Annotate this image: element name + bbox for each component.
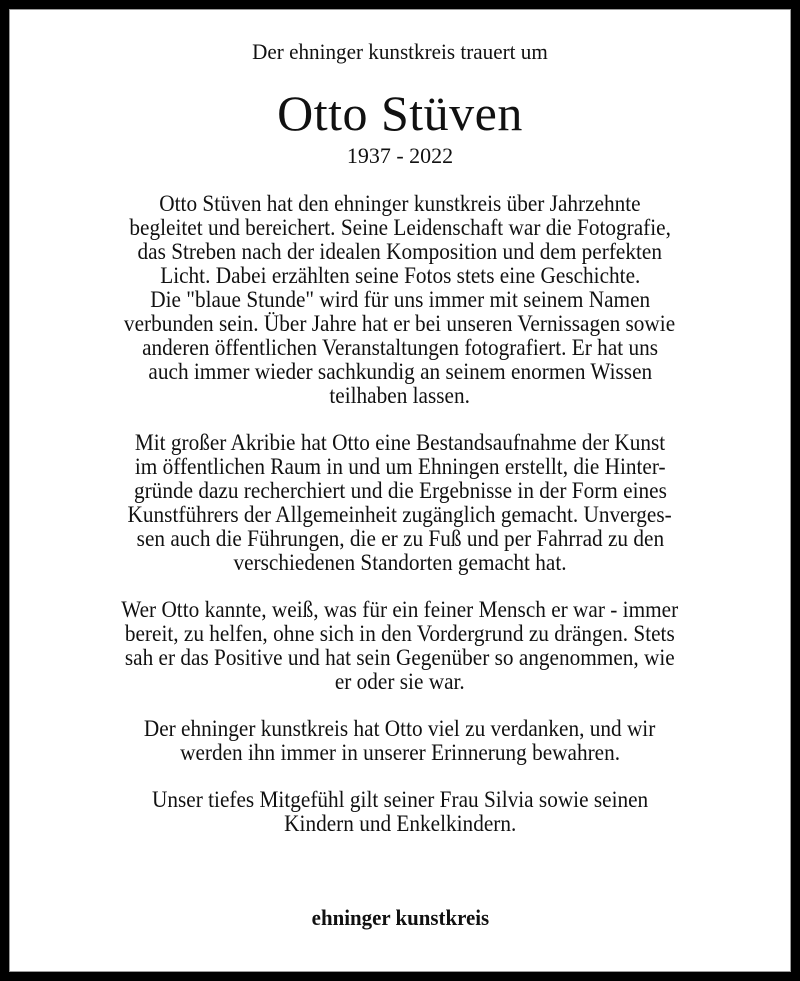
paragraph-line xyxy=(0,287,800,314)
line-text: auch immer wieder sachkundig an seinem enormen Wissen xyxy=(148,359,652,385)
line-text: werden ihn immer in unserer Erinnerung bewahren. xyxy=(180,740,620,766)
line-text: Die "blaue Stunde" wird für uns immer mit seinem Namen xyxy=(150,287,650,313)
paragraph-line xyxy=(0,811,800,838)
signature xyxy=(0,905,800,931)
line-text: anderen öffentlichen Veranstaltungen fotografiert. Er hat uns xyxy=(142,335,658,361)
line-text: Unser tiefes Mitgefühl gilt seiner Frau Silvia sowie seinen xyxy=(151,787,649,813)
dates-text: 1937 - 2022 xyxy=(346,143,454,168)
paragraph-line xyxy=(0,430,800,457)
intro-line xyxy=(0,39,800,65)
paragraph-line xyxy=(0,191,800,218)
line-text: bereit, zu helfen, ohne sich in den Vordergrund zu drängen. Stets xyxy=(125,621,675,647)
paragraph-line xyxy=(0,239,800,266)
signature-text: ehninger kunstkreis xyxy=(311,905,489,930)
line-text: Licht. Dabei erzählten seine Fotos stets eine Geschichte. xyxy=(159,263,641,289)
paragraph-line xyxy=(0,550,800,577)
line-text: er oder sie war. xyxy=(335,669,465,695)
paragraph-line xyxy=(0,335,800,362)
line-text: verbunden sein. Über Jahre hat er bei unseren Vernissagen sowie xyxy=(124,311,676,337)
line-text: Otto Stüven hat den ehninger kunstkreis über Jahrzehnte xyxy=(159,191,641,217)
paragraph-line xyxy=(0,454,800,481)
deceased-name xyxy=(0,84,800,142)
paragraph-line xyxy=(0,669,800,696)
paragraph-line xyxy=(0,383,800,410)
line-text: sen auch die Führungen, die er zu Fuß und per Fahrrad zu den xyxy=(136,526,664,552)
paragraph-line xyxy=(0,359,800,386)
paragraph-line xyxy=(0,311,800,338)
paragraph-line xyxy=(0,645,800,672)
paragraph-line xyxy=(0,597,800,624)
paragraph-line xyxy=(0,215,800,242)
life-dates xyxy=(0,143,800,169)
line-text: Der ehninger kunstkreis hat Otto viel zu verdanken, und wir xyxy=(144,716,656,742)
line-text: Kindern und Enkelkindern. xyxy=(283,811,517,837)
line-text: im öffentlichen Raum in und um Ehningen erstellt, die Hinter- xyxy=(134,454,666,480)
paragraph-line xyxy=(0,478,800,505)
line-text: sah er das Positive und hat sein Gegenüber so angenommen, wie xyxy=(125,645,675,671)
paragraph-line xyxy=(0,740,800,767)
name-text: Otto Stüven xyxy=(277,85,523,141)
paragraph-line xyxy=(0,787,800,814)
line-text: Kunstführers der Allgemeinheit zugänglich gemacht. Unverges- xyxy=(127,502,673,528)
line-text: verschiedenen Standorten gemacht hat. xyxy=(233,550,567,576)
paragraph-line xyxy=(0,621,800,648)
intro-text: Der ehninger kunstkreis trauert um xyxy=(252,39,548,64)
paragraph-line xyxy=(0,716,800,743)
line-text: Wer Otto kannte, weiß, was für ein feiner Mensch er war - immer xyxy=(121,597,679,623)
paragraph-line xyxy=(0,263,800,290)
line-text: das Streben nach der idealen Komposition und dem perfekten xyxy=(137,239,663,265)
line-text: begleitet und bereichert. Seine Leidenschaft war die Fotografie, xyxy=(129,215,671,241)
line-text: Mit großer Akribie hat Otto eine Bestandsaufnahme der Kunst xyxy=(134,430,666,456)
line-text: gründe dazu recherchiert und die Ergebnisse in der Form eines xyxy=(133,478,667,504)
paragraph-line xyxy=(0,526,800,553)
line-text: teilhaben lassen. xyxy=(329,383,471,409)
paragraph-line xyxy=(0,502,800,529)
